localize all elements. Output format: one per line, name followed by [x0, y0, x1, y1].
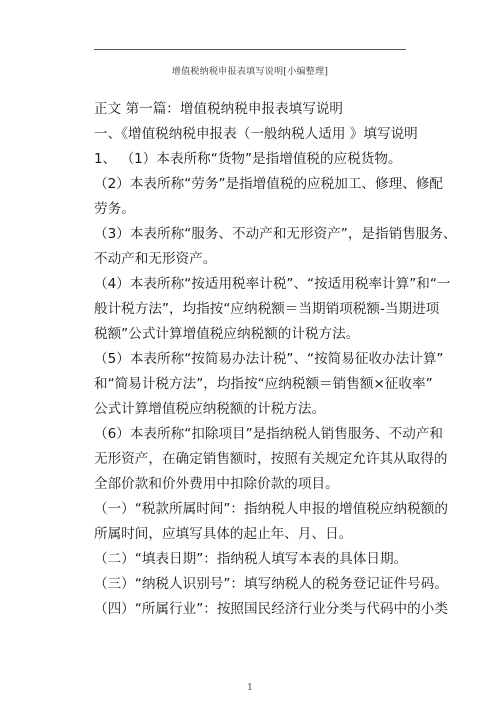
text-line: （2）本表所称“劳务”是指增值税的应税加工、修理、修配 [94, 176, 443, 192]
text-line: 1、 （1）本表所称“货物”是指增值税的应税货物。 [94, 151, 402, 167]
text-line: （5）本表所称“按简易办法计税”、“按简易征收办法计算” [94, 351, 444, 367]
text-line: 所属时间，应填写具体的起止年、月、日。 [94, 526, 353, 542]
text-line: 般计税方法”，均指按“应纳税额＝当期销项税额-当期进项 [94, 301, 440, 317]
header-divider [94, 49, 406, 50]
text-line: 全部价款和价外费用中扣除价款的项目。 [94, 476, 339, 492]
text-line: 劳务。 [94, 201, 135, 217]
text-line: （二）“填表日期”：指纳税人填写本表的具体日期。 [94, 551, 408, 567]
text-line: （四）“所属行业”：按照国民经济行业分类与代码中的小类 [94, 601, 448, 617]
text-line: （3）本表所称“服务、不动产和无形资产”，是指销售服务、 [94, 226, 457, 242]
text-line: （一）“税款所属时间”：指纳税人申报的增值税应纳税额的 [94, 501, 448, 517]
text-line: （6）本表所称“扣除项目”是指纳税人销售服务、不动产和 [94, 426, 443, 442]
text-line: 不动产和无形资产。 [94, 251, 217, 267]
running-header: 增值税纳税申报表填写说明[小编整理] [171, 67, 329, 77]
text-line: 正文 第一篇：增值税纳税申报表填写说明 [94, 101, 344, 117]
text-line: （4）本表所称“按适用税率计税”、“按适用税率计算”和“一 [94, 276, 451, 292]
text-line: 一、《增值税纳税申报表（一般纳税人适用 》填写说明 [94, 126, 418, 142]
text-line: 无形资产，在确定销售额时，按照有关规定允许其从取得的 [94, 451, 448, 467]
text-line: 税额”公式计算增值税应纳税额的计税方法。 [94, 326, 360, 342]
text-line: 公式计算增值税应纳税额的计税方法。 [94, 401, 326, 417]
page-number: 1 [247, 683, 253, 693]
text-line: 和“简易计税方法”，均指按“应纳税额＝销售额×征收率” [94, 376, 433, 392]
document-body [94, 97, 457, 622]
text-line: （三）“纳税人识别号”：填写纳税人的税务登记证件号码。 [94, 576, 448, 592]
